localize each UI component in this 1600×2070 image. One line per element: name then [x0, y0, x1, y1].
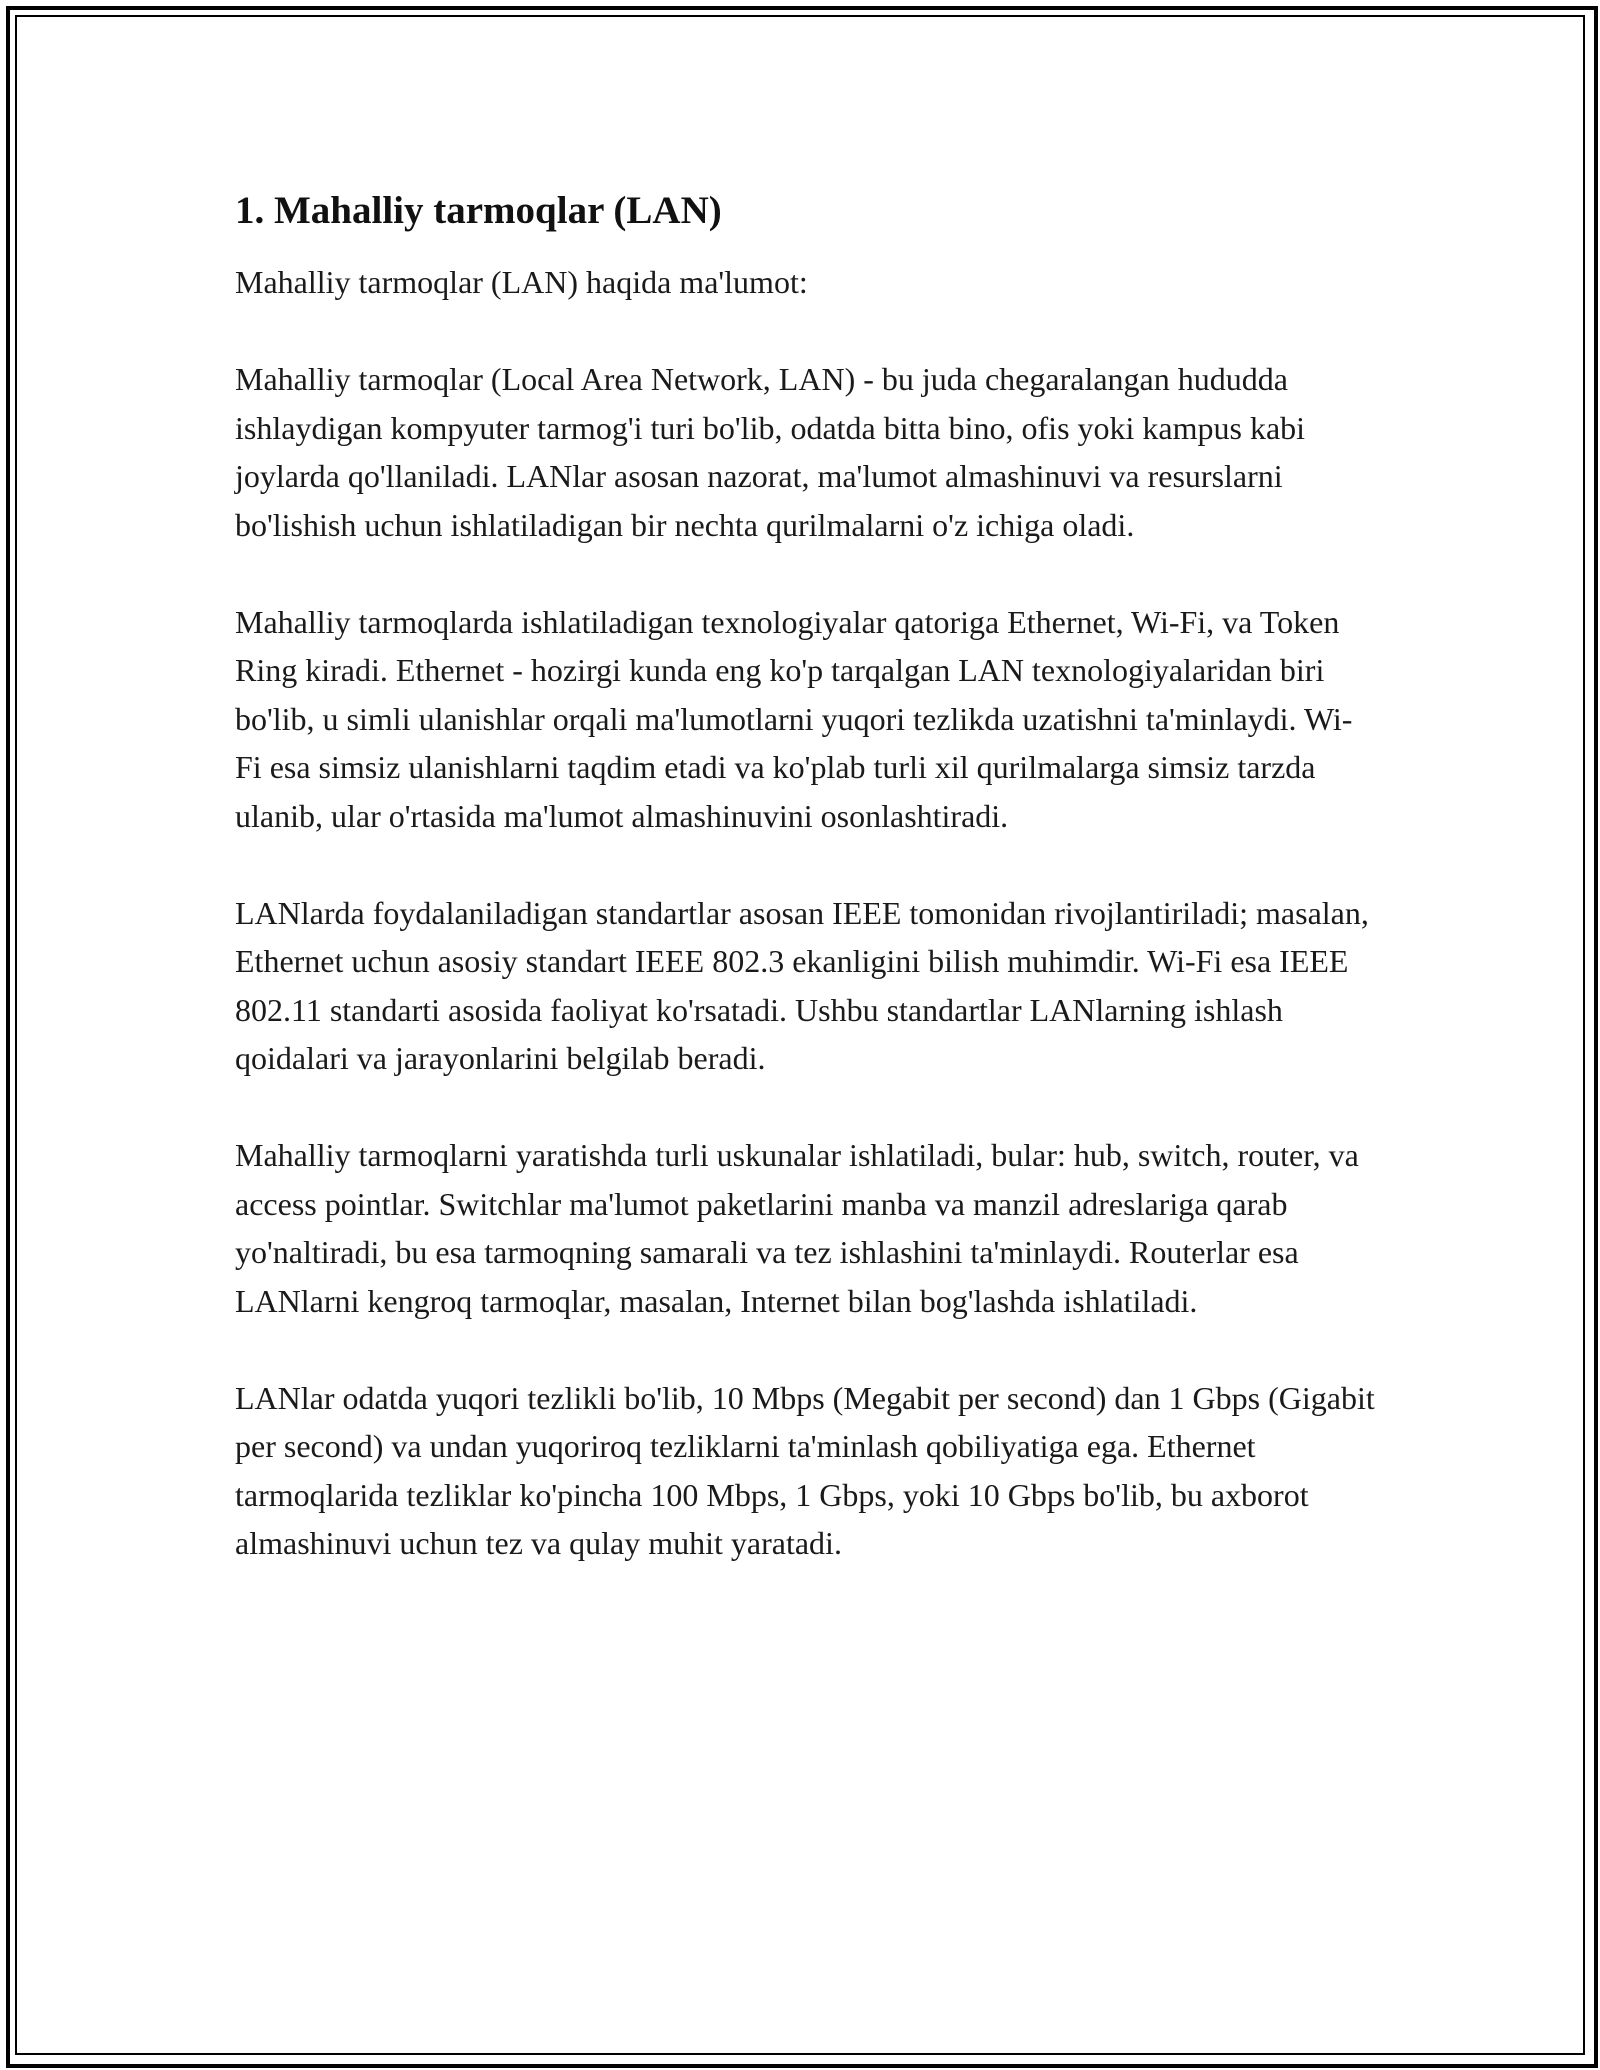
paragraph-speeds: LANlar odatda yuqori tezlikli bo'lib, 10 Mbps (Megabit per second) dan 1 Gbps (Gigabit per second) va undan yuqoriroq tezliklarni ta'minlash qobiliyatiga ega. Ethernet tarmoqlarida tezliklar ko'pincha 100 Mbps, 1 Gbps, yoki 10 Gbps bo'lib, bu axborot almashinuvi uchun tez va qulay muhit yaratadi.	[235, 1379, 1375, 1561]
paragraph-definition: Mahalliy tarmoqlar (Local Area Network, LAN) - bu juda chegaralangan hududda ishlaydigan kompyuter tarmog'i turi bo'lib, odatda bitta bino, ofis yoki kampus kabi joylarda qo'llaniladi. LANlar asosan nazorat, ma'lumot almashinuvi va resurslarni bo'lishish uchun ishlatiladigan bir nechta qurilmalarni o'z ichiga oladi.	[235, 361, 1306, 543]
paragraph-standards: LANlarda foydalaniladigan standartlar asosan IEEE tomonidan rivojlantiriladi; masalan, Ethernet uchun asosiy standart IEEE 802.3 ekanligini bilish muhimdir. Wi-Fi esa IEEE 802.11 standarti asosida faoliyat ko'rsatadi. Ushbu standartlar LANlarning ishlash qoidalari va jarayonlarini belgilab beradi.	[235, 894, 1369, 1076]
section-heading: 1. Mahalliy tarmoqlar (LAN)	[235, 189, 722, 232]
paragraph-technologies: Mahalliy tarmoqlarda ishlatiladigan texnologiyalar qatoriga Ethernet, Wi-Fi, va Token Ring kiradi. Ethernet - hozirgi kunda eng ko'p tarqalgan LAN texnologiyalaridan biri bo'lib, u simli ulanishlar orqali ma'lumotlarni yuqori tezlikda uzatishni ta'minlaydi. Wi-Fi esa simsiz ulanishlarni taqdim etadi va ko'plab turli xil qurilmalarga simsiz tarzda ulanib, ular o'rtasida ma'lumot almashinuvini osonlashtiradi.	[235, 603, 1353, 834]
document-body	[235, 186, 1375, 1616]
intro-paragraph: Mahalliy tarmoqlar (LAN) haqida ma'lumot:	[235, 264, 808, 300]
paragraph-equipment: Mahalliy tarmoqlarni yaratishda turli uskunalar ishlatiladi, bular: hub, switch, router, va access pointlar. Switchlar ma'lumot paketlarini manba va manzil adreslariga qarab yo'naltiradi, bu esa tarmoqning samarali va tez ishlashini ta'minlaydi. Routerlar esa LANlarni kengroq tarmoqlar, masalan, Internet bilan bog'lashda ishlatiladi.	[235, 1137, 1359, 1319]
